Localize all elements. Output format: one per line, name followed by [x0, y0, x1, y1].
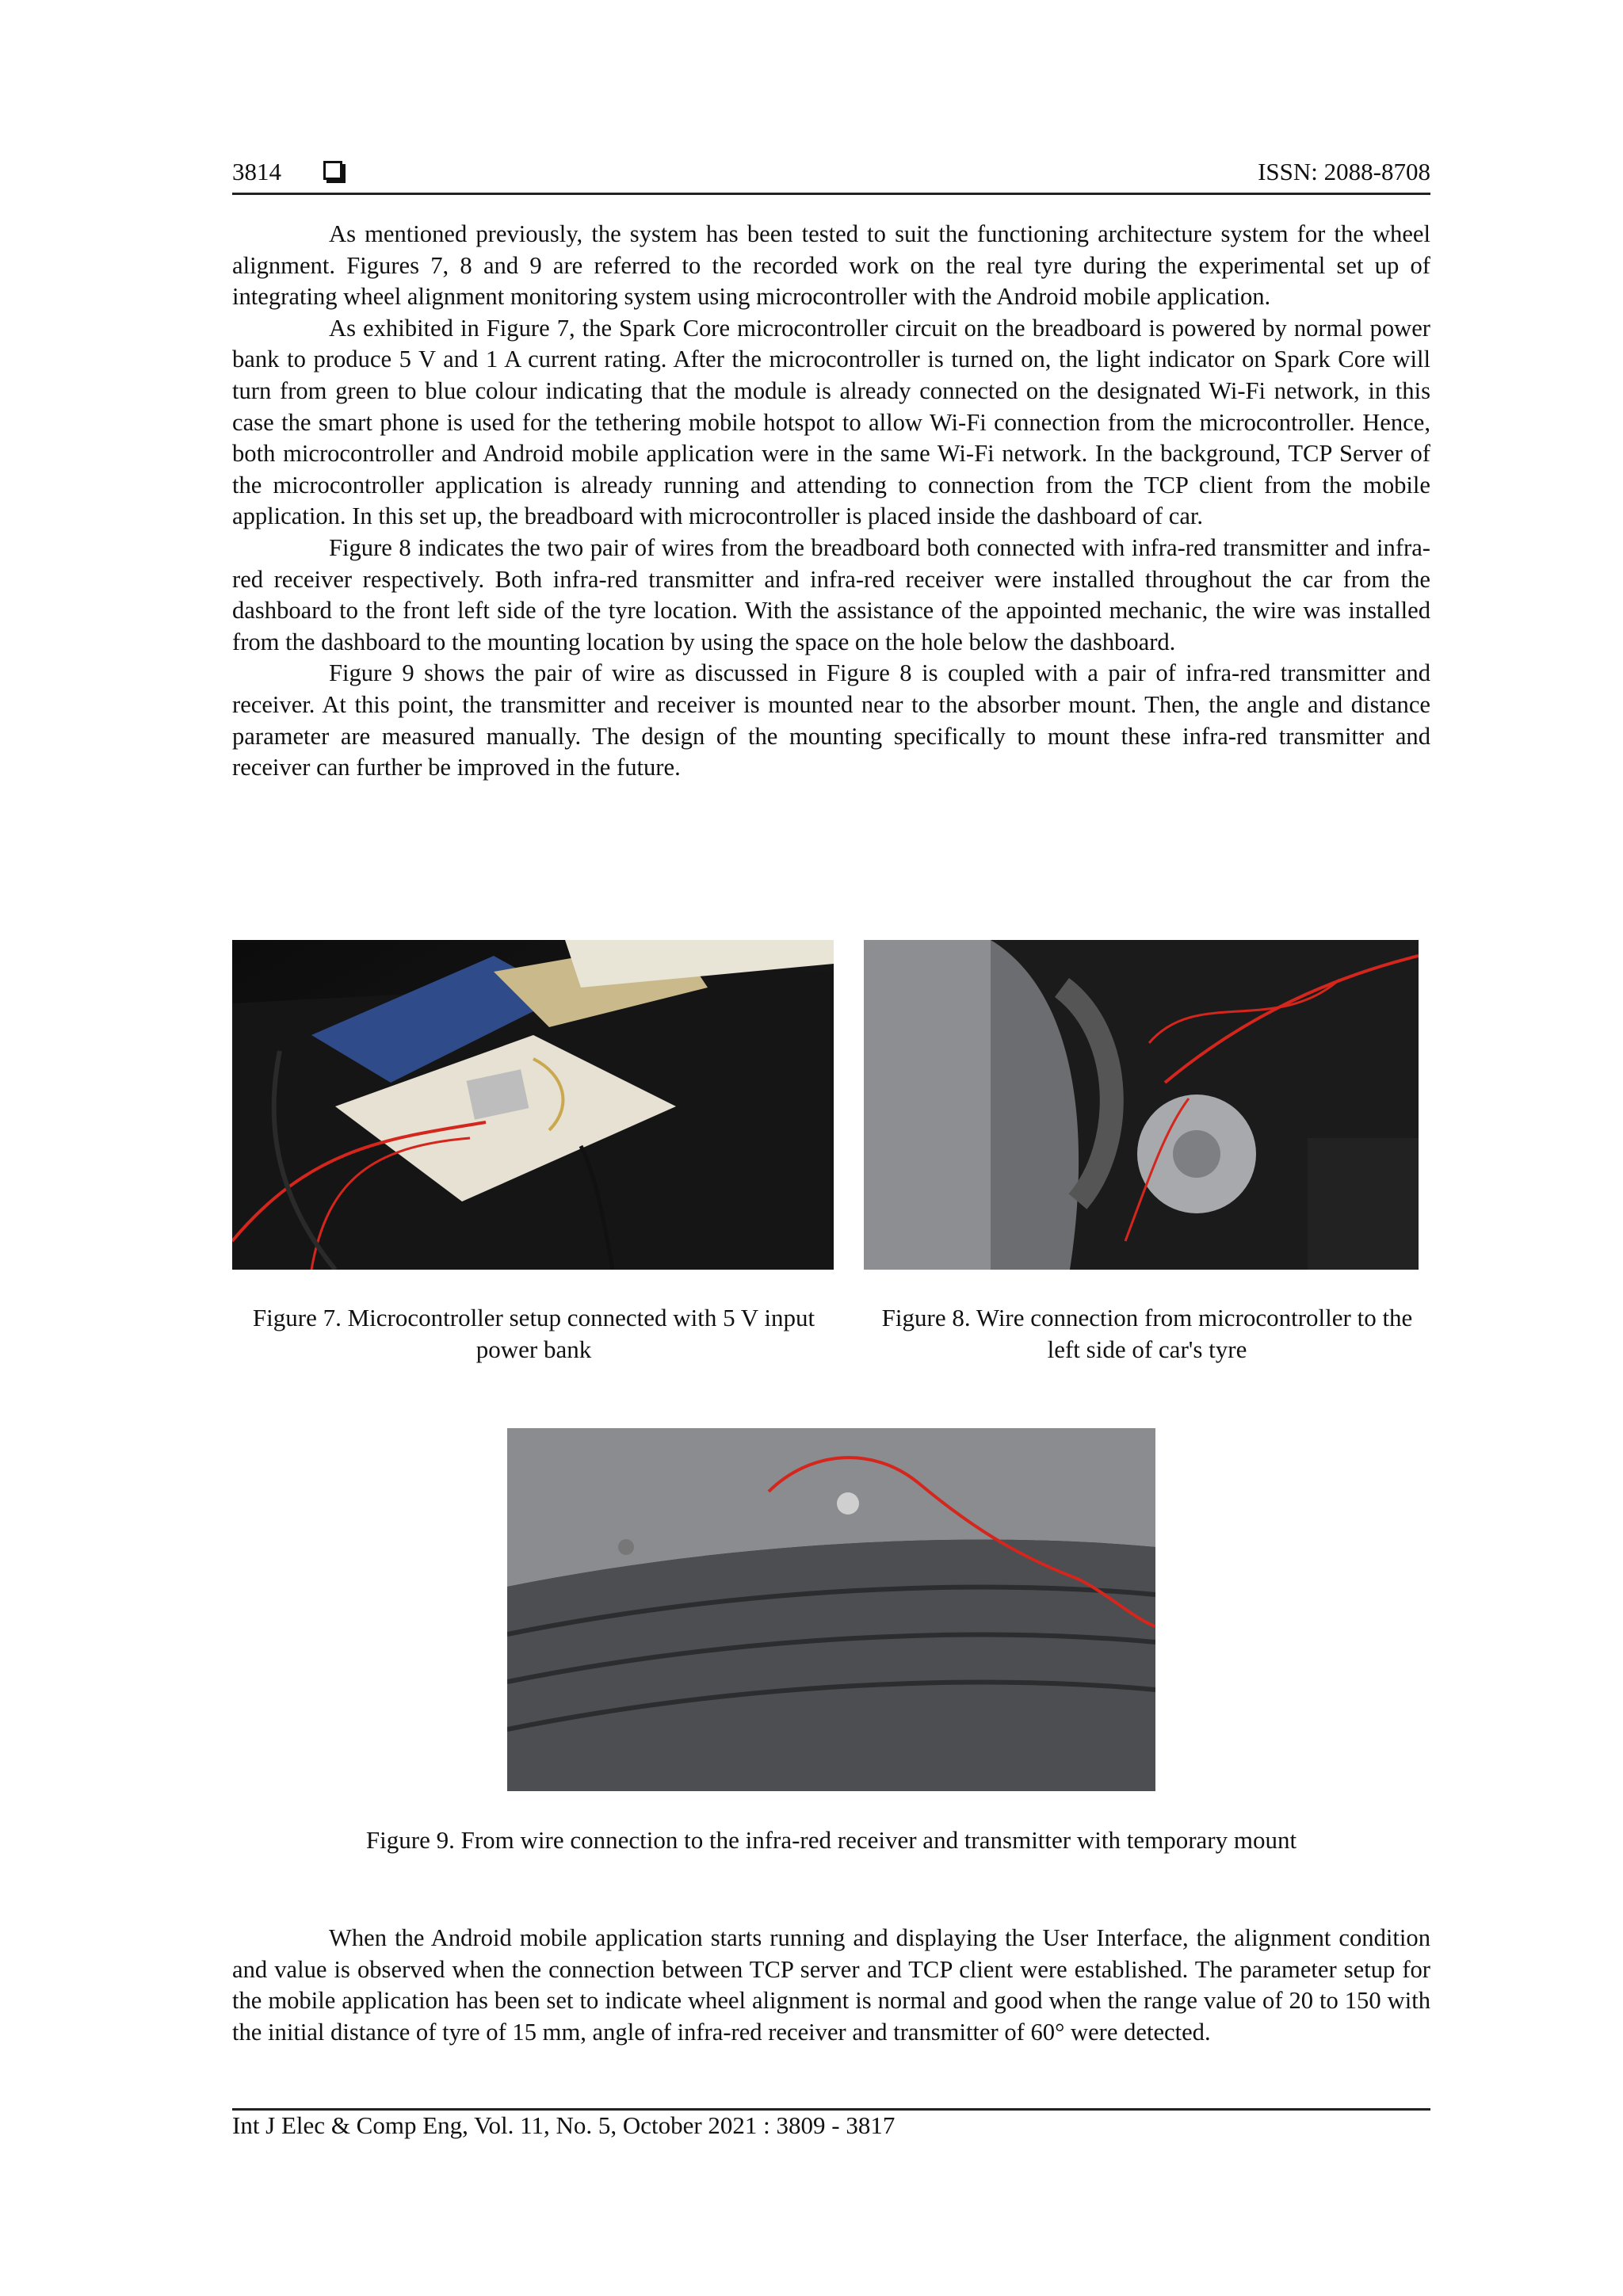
- footer-citation: Int J Elec & Comp Eng, Vol. 11, No. 5, October 2021 : 3809 - 3817: [232, 2111, 896, 2139]
- body-text-top: [232, 219, 1430, 784]
- paragraph: Figure 8 indicates the two pair of wires from the breadboard both connected with infra-red transmitter and infra-red receiver respectively. Both infra-red transmitter and infra-red receiver were installed throughout the car from the dashboard to the front left side of the tyre location. With the assistance of the appointed mechanic, the wire was installed from the dashboard to the mounting location by using the space on the hole below the dashboard.: [232, 533, 1430, 655]
- figure-9-photo: [507, 1428, 1155, 1791]
- issn: ISSN: 2088-8708: [1258, 158, 1430, 185]
- paragraph: When the Android mobile application starts running and displaying the User Interface, the alignment condition and value is observed when the connection between TCP server and TCP client were established. The parameter setup for the mobile application has been set to indicate wheel alignment is normal and good when the range value of 20 to 150 with the initial distance of tyre of 15 mm, angle of infra-red receiver and transmitter of 60° were detected.: [232, 1924, 1430, 2046]
- body-text-bottom: [232, 1923, 1430, 2048]
- paragraph: As mentioned previously, the system has been tested to suit the functioning architecture system for the wheel alignment. Figures 7, 8 and 9 are referred to the recorded work on the real tyre during the experimental set up of integrating wheel alignment monitoring system using microcontroller with the Android mobile application.: [232, 220, 1430, 311]
- figure-7-caption: Figure 7. Microcontroller setup connected with 5 V input power bank: [252, 1304, 815, 1363]
- page-number: 3814: [232, 158, 281, 185]
- paragraph: Figure 9 shows the pair of wire as discussed in Figure 8 is coupled with a pair of infra-red transmitter and receiver. At this point, the transmitter and receiver is mounted near to the absorber mount. Then, the angle and distance parameter are measured manually. The design of the mounting specifically to mount these infra-red transmitter and receiver can further be improved in the future.: [232, 659, 1430, 781]
- page-header: [232, 153, 1430, 195]
- figure-8-photo: [864, 940, 1419, 1270]
- figure-8-caption: Figure 8. Wire connection from microcontroller to the left side of car's tyre: [881, 1304, 1413, 1363]
- figure-9-caption: Figure 9. From wire connection to the infra-red receiver and transmitter with temporary mount: [365, 1826, 1297, 1854]
- square-bullet-icon: [323, 161, 342, 180]
- wheel-arch-photo-icon: [864, 940, 1419, 1270]
- footer-rule: [232, 2108, 1430, 2111]
- figure-7-photo: [232, 940, 834, 1270]
- paragraph: As exhibited in Figure 7, the Spark Core microcontroller circuit on the breadboard is powered by normal power bank to produce 5 V and 1 A current rating. After the microcontroller is turned on, the light indicator on Spark Core will turn from green to blue colour indicating that the module is already connected on the designated Wi-Fi network, in this case the smart phone is used for the tethering mobile hotspot to allow Wi-Fi connection from the microcontroller. Hence, both microcontroller and Android mobile application were in the same Wi-Fi network. In the background, TCP Server of the microcontroller application is already running and attending to connection from the TCP client from the mobile application. In this set up, the breadboard with microcontroller is placed inside the dashboard of car.: [232, 314, 1430, 530]
- breadboard-photo-icon: [232, 940, 834, 1270]
- tyre-photo-icon: [507, 1428, 1155, 1791]
